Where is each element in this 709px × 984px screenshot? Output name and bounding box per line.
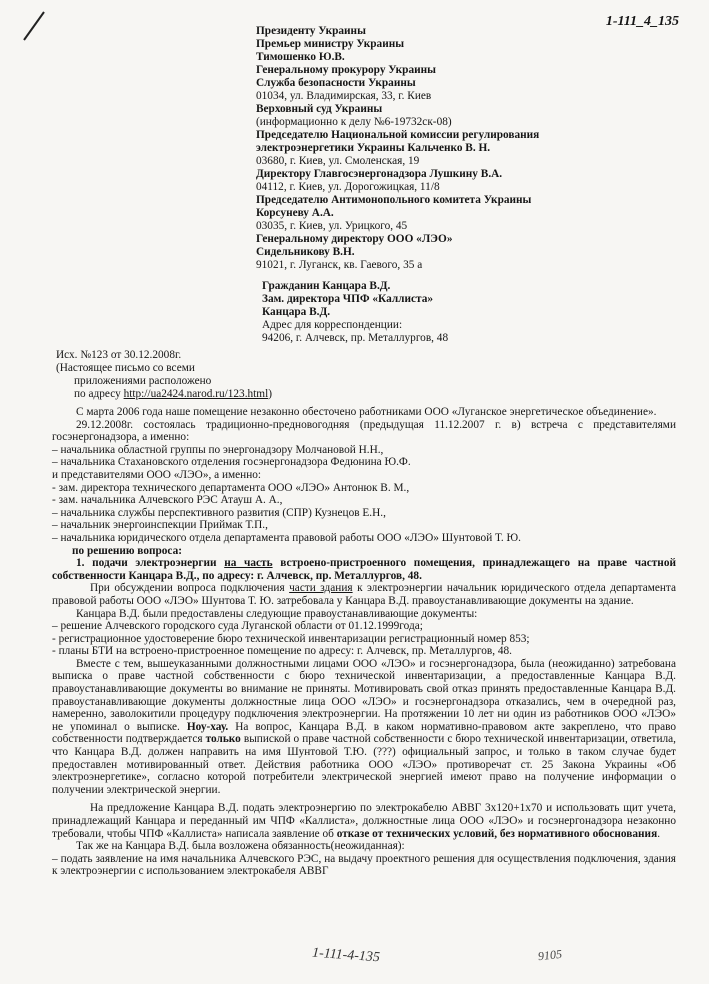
outgoing-number: Исх. №123 от 30.12.2008г. <box>56 349 182 361</box>
letter-url-link[interactable]: http://ua2424.narod.ru/123.html <box>123 388 269 400</box>
recipient-line: Верховный суд Украины <box>256 103 383 115</box>
recipient-line: электроэнергетики Украины Кальченко В. Н. <box>256 142 491 154</box>
recipient-line: (информационно к делу №6-19732ск-08) <box>256 116 452 128</box>
handwritten-number-bottom: 1-111-4-135 <box>311 945 381 966</box>
recipient-line: Сидельникову В.Н. <box>256 246 355 258</box>
sender-line: 94206, г. Алчевск, пр. Металлургов, 48 <box>262 332 449 344</box>
item-1: 1. подачи электроэнергии на часть встроено-пристроенного помещения, принадлежащего на праве частной собственности Канцара В.Д., по адресу: г. Алчевск, пр. Металлургов, 48. <box>52 557 676 582</box>
recipient-line: Служба безопасности Украины <box>256 77 416 89</box>
sender-line: Зам. директора ЧПФ «Каллиста» <box>262 293 434 305</box>
sender-line: Гражданин Канцара В.Д. <box>262 280 391 292</box>
paragraph-6: На предложение Канцара В.Д. подать электроэнергию по электрокабелю АВВГ 3x120+1x70 и использовать щит учета, принадлежащий Канцара и переданный им ЧПФ «Каллиста», должностные лица ООО «ЛЭО» и госэнергонадзора незаконно требовали, чтобы ЧПФ «Каллиста» написала заявление об отказе от технических условий, без нормативного обоснования. <box>52 802 676 840</box>
list-item: – начальника Стахановского отделения госэнергонадзора Федюнина Ю.Ф. <box>52 456 411 469</box>
recipient-line: 04112, г. Киев, ул. Дорогожицкая, 11/8 <box>256 181 440 193</box>
list-item: – начальника службы перспективного развития (СПР) Кузнецов Е.Н., <box>52 506 386 519</box>
documents-list <box>52 620 676 658</box>
paragraph-8: – подать заявление на имя начальника Алчевского РЭС, на выдачу проектного решения для осуществления подключения, здания к электроэнергии с использованием электрокабеля АВВГ <box>52 852 676 878</box>
list-item: – начальник энергоинспекции Приймак Т.П., <box>52 519 268 532</box>
recipient-line: Председателю Антимонопольного комитета Украины <box>256 194 532 206</box>
paragraph-1: С марта 2006 года наше помещение незаконно обесточено работниками ООО «Луганское энергетическое объединение». <box>76 406 657 418</box>
handwritten-number-right: 9105 <box>537 946 563 964</box>
list-item: - зам. начальника Алчевского РЭС Атауш А. А., <box>52 494 283 507</box>
recipients-block <box>256 25 676 272</box>
list-item: и представителями ООО «ЛЭО», а именно: <box>52 468 262 481</box>
recipient-line: Тимошенко Ю.В. <box>256 51 345 63</box>
decision-heading: по решению вопроса: <box>72 544 182 557</box>
recipient-line: 91021, г. Луганск, кв. Гаевого, 35 а <box>256 259 423 271</box>
recipient-line: Генеральному прокурору Украины <box>256 64 436 76</box>
reference-block <box>56 349 316 401</box>
paragraph-2: 29.12.2008г. состоялась традиционно-предновогодняя (предыдущая 11.12.2007 г. в) встреча с представителями госэнергонадзора, а именно: <box>52 418 676 444</box>
paragraph-7: Так же на Канцара В.Д. была возложена обязанность(неожиданная): <box>76 840 405 853</box>
list-item: - зам. директора технического департамента ООО «ЛЭО» Антонюк В. М., <box>52 481 410 494</box>
note-line-1: (Настоящее письмо со всеми <box>56 362 195 374</box>
paragraph-3: При обсуждении вопроса подключения части здания к электроэнергии начальник юридического отдела департамента правовой работы ООО «ЛЭО» Шунтова Т. Ю. затребовала у Канцара В.Д. правоустанавливающие документы на здание. <box>52 582 676 607</box>
list-item: – начальника областной группы по энергонадзору Молчановой Н.Н., <box>52 443 384 456</box>
recipient-line: Премьер министру Украины <box>256 38 405 50</box>
recipient-line: Корсуневу А.А. <box>256 207 334 219</box>
note-line-3: по адресу http://ua2424.narod.ru/123.html) <box>74 388 272 400</box>
document-number: 1-111_4_135 <box>605 14 679 29</box>
recipient-line: Директору Главгосэнергонадзора Лушкину В.А. <box>256 168 503 180</box>
paragraph-5: Вместе с тем, вышеуказанными должностными лицами ООО «ЛЭО» и госэнергонадзора, была (неожиданно) затребована выписка о праве частной собственности с бюро технической инвентаризации, а предоставленные Канцара В.Д. правоустанавливающие документы во внимание не приняты. Мотивировать свой отказ принять предоставленные Канцара В.Д. правоустанавливающие документы должностные лица ООО «ЛЭО» и госэнергонадзора отказались, чем в очередной раз, намеренно, заволокитили процедуру подключения электроэнергии. На протяжении 10 лет ни один из работников ООО «ЛЭО» не упоминал о выписке. Ноу-хау. На вопрос, Канцара В.Д. в каком нормативно-правовом акте закреплено, что право собственности подтверждается только выпиской о праве частной собственности с бюро технической инвентаризации, ответила, что Канцара В.Д. должен направить на имя Шунтовой Т.Ю. (???) официальный запрос, и только в таком случае будет предоставлен мотивированный ответ. Действия работника ООО «ЛЭО» противоречат ст. 25 Закона Украины «Об электроэнергетике», согласно которой потребители электрической энергией имеют право на получение информации о получении электрической энергии. <box>52 657 676 796</box>
recipient-line: 01034, ул. Владимирская, 33, г. Киев <box>256 90 432 102</box>
pen-stroke-mark <box>20 8 50 44</box>
list-item: – решение Алчевского городского суда Луганской области от 01.12.1999года; <box>52 620 423 633</box>
sender-line: Канцара В.Д. <box>262 306 331 318</box>
list-item: - планы БТИ на встроено-пристроенное помещение по адресу: г. Алчевск, пр. Металлургов, 48. <box>52 645 512 658</box>
recipient-line: Президенту Украины <box>256 25 366 37</box>
recipient-line: Председателю Национальной комиссии регулирования <box>256 129 540 141</box>
letter-body <box>52 406 676 878</box>
list-item: - регистрационное удостоверение бюро технической инвентаризации регистрационный номер 853; <box>52 632 530 645</box>
list-item: – начальника юридического отдела департамента правовой работы ООО «ЛЭО» Шунтовой Т. Ю. <box>52 531 521 544</box>
recipient-line: 03035, г. Киев, ул. Урицкого, 45 <box>256 220 408 232</box>
sender-block <box>262 280 682 345</box>
sender-line: Адрес для корреспонденции: <box>262 319 403 331</box>
paragraph-4: Канцара В.Д. были предоставлены следующие правоустанавливающие документы: <box>76 607 478 620</box>
note-line-2: приложениями расположено <box>74 375 212 387</box>
participants-list <box>52 444 676 545</box>
recipient-line: Генеральному директору ООО «ЛЭО» <box>256 233 453 245</box>
recipient-line: 03680, г. Киев, ул. Смоленская, 19 <box>256 155 420 167</box>
